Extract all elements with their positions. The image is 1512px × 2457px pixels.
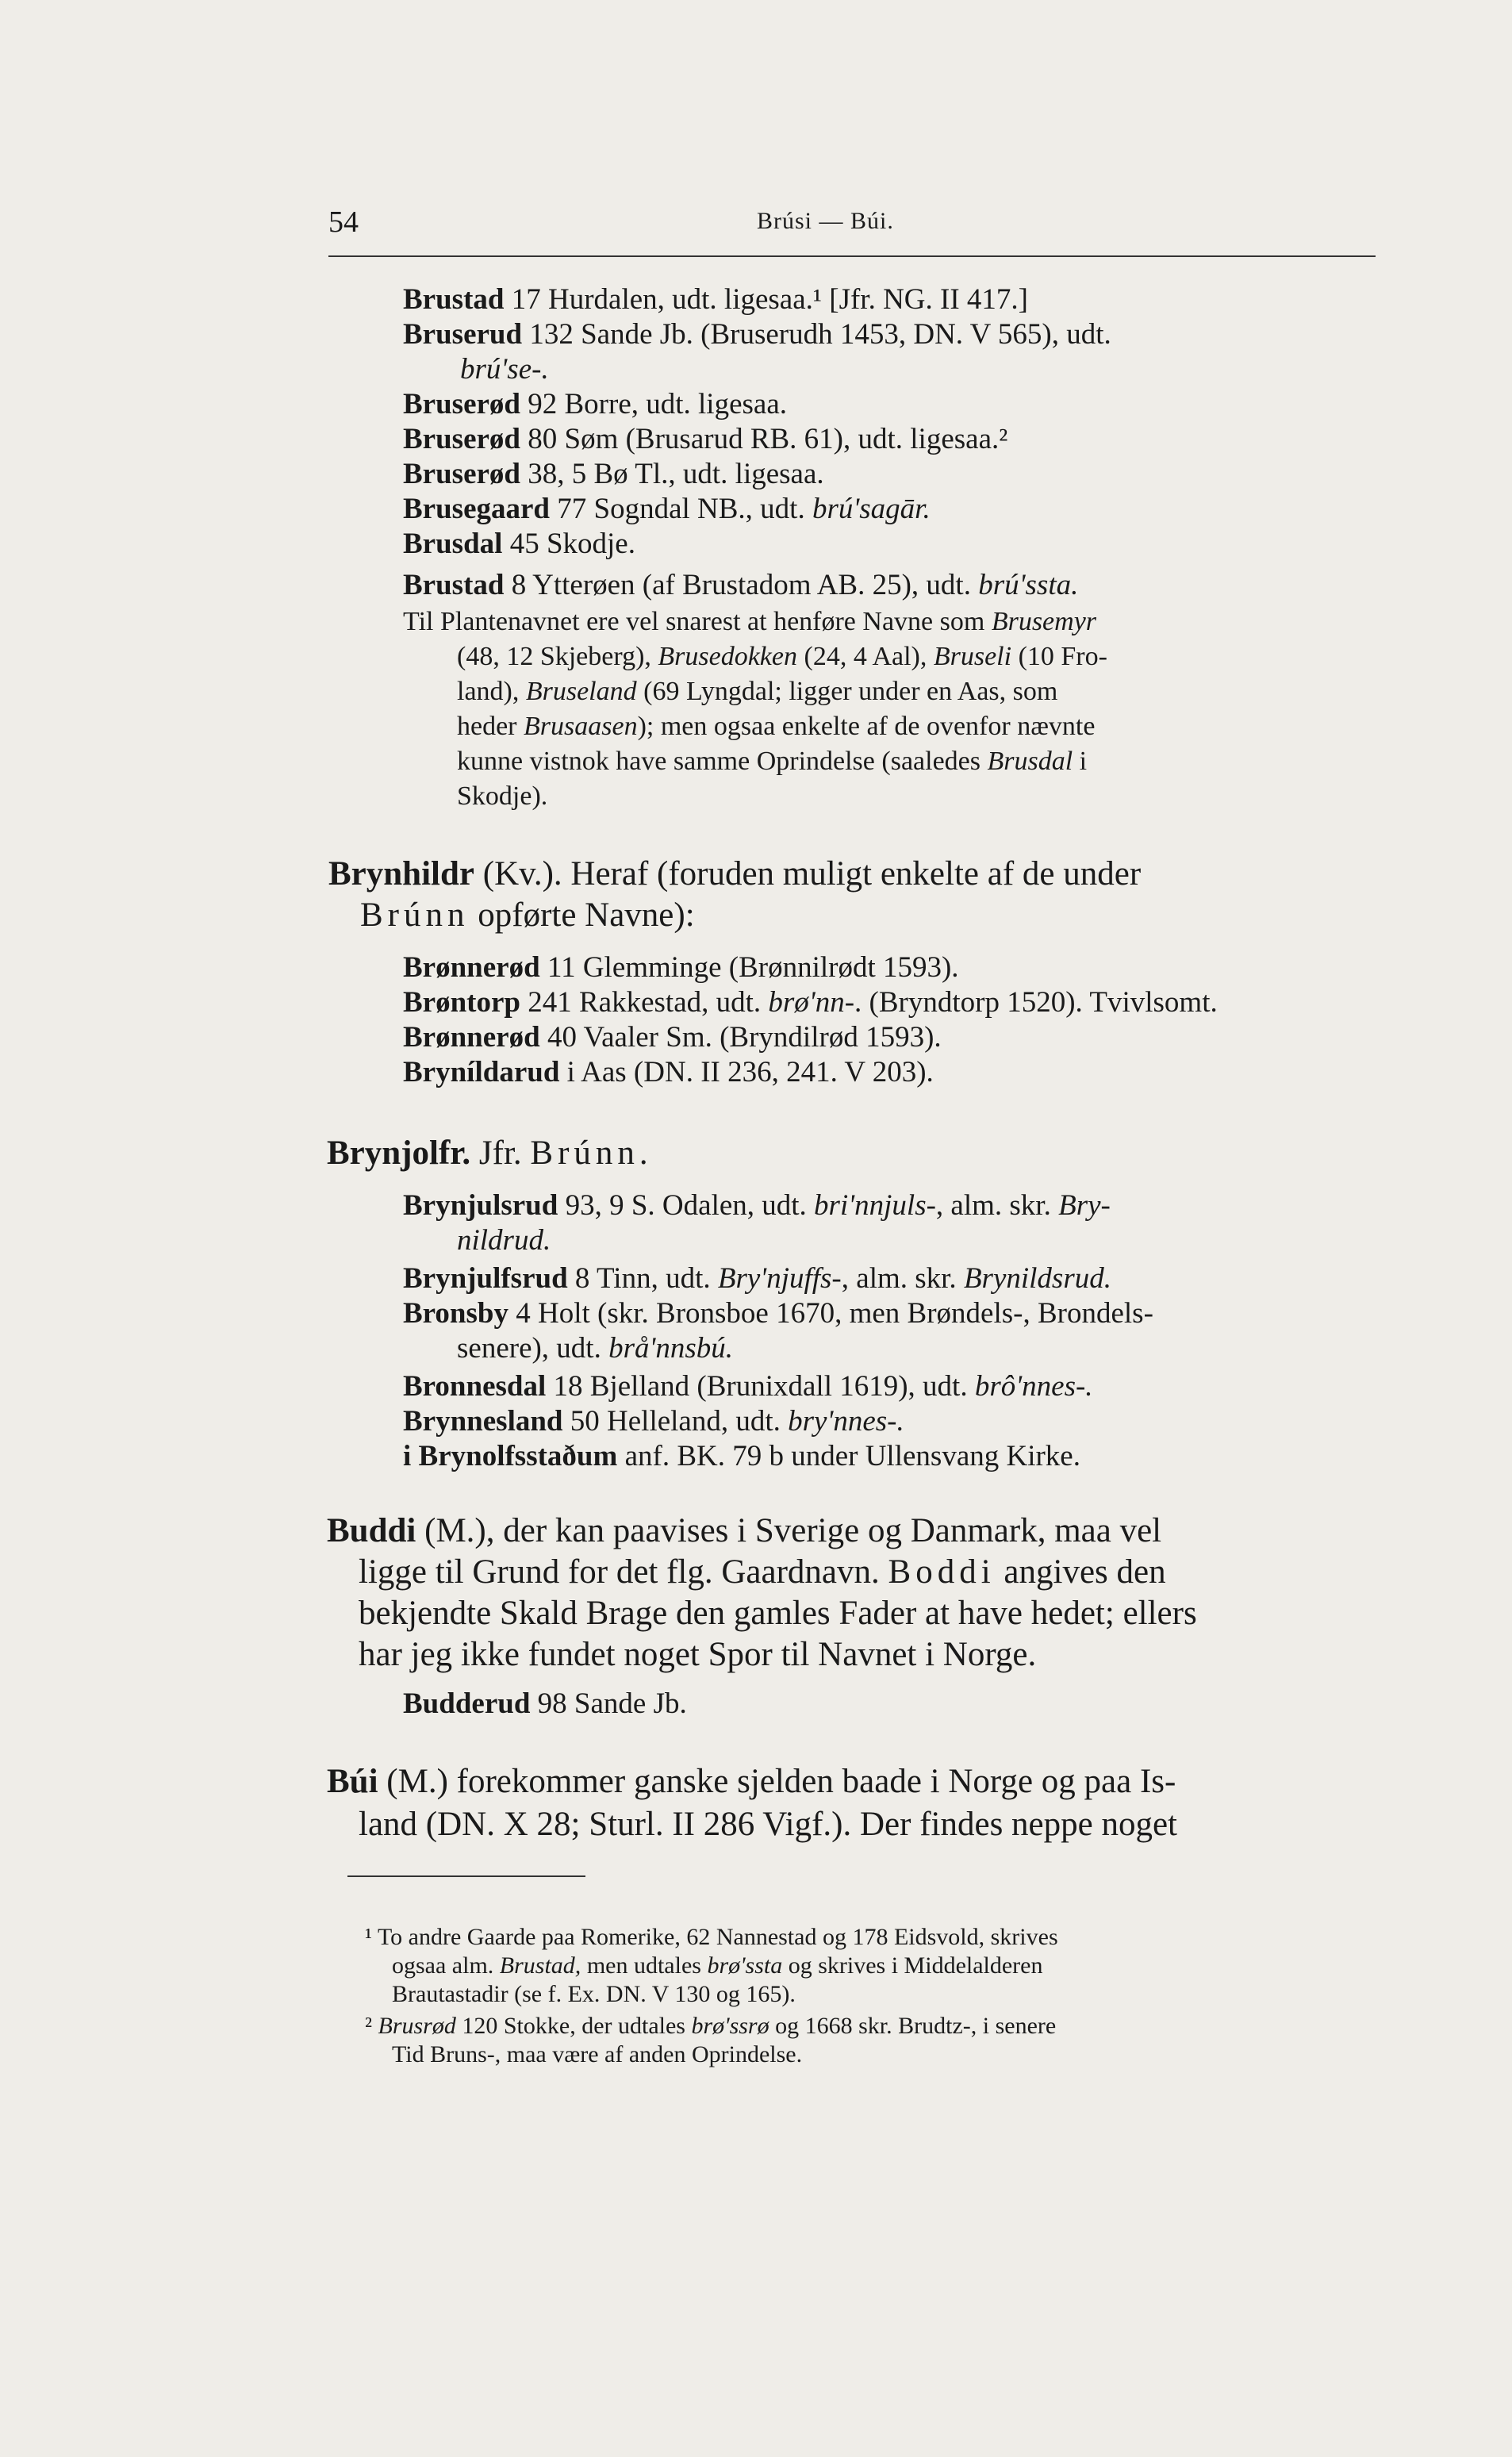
entry-line: Bruserød 38, 5 Bø Tl., udt. ligesaa. (403, 458, 824, 490)
footnote-line: Tid Bruns-, maa være af anden Oprindelse. (392, 2041, 803, 2067)
running-header (328, 205, 1376, 244)
entry-line: Brustad 8 Ytterøen (af Brustadom AB. 25), udt. brú'ssta. (403, 569, 1079, 601)
entry-line: Bruserud 132 Sande Jb. (Bruserudh 1453, DN. V 565), udt. (403, 318, 1111, 351)
entry-line: Bronnesdal 18 Bjelland (Brunixdall 1619), udt. brô'nnes-. (403, 1370, 1093, 1403)
entry-line: nildrud. (457, 1224, 551, 1257)
entry-line: Bronsby 4 Holt (skr. Bronsboe 1670, men Brøndels-, Brondels- (403, 1297, 1153, 1330)
footnote-line: Brautastadir (se f. Ex. DN. V 130 og 165). (392, 1981, 796, 2007)
entry-line: Brønnerød 40 Vaaler Sm. (Bryndilrød 1593). (403, 1021, 942, 1054)
note-line: (48, 12 Skjeberg), Brusedokken (24, 4 Aal), Bruseli (10 Fro- (457, 642, 1107, 671)
entry-line: Bruserød 80 Søm (Brusarud RB. 61), udt. ligesaa.² (403, 423, 1008, 455)
paragraph-line: har jeg ikke fundet noget Spor til Navnet i Norge. (359, 1636, 1037, 1673)
heading-line: Búi (M.) forekommer ganske sjelden baade i Norge og paa Is- (327, 1763, 1176, 1800)
entry-line: brú'se-. (460, 353, 549, 386)
note-line: Til Plantenavnet ere vel snarest at henføre Navne som Brusemyr (403, 607, 1097, 636)
entry-line: Brønnerød 11 Glemminge (Brønnilrødt 1593). (403, 951, 959, 984)
header-rule (328, 255, 1376, 257)
entry-line: Brynnesland 50 Helleland, udt. bry'nnes-. (403, 1405, 904, 1438)
heading-line: Brynhildr (Kv.). Heraf (foruden muligt enkelte af de under (328, 855, 1142, 893)
note-line: kunne vistnok have samme Oprindelse (saaledes Brusdal i (457, 747, 1088, 776)
footnote-line: ogsaa alm. Brustad, men udtales brø'ssta og skrives i Middelalderen (392, 1952, 1043, 1979)
entry-line: Brynjulsrud 93, 9 S. Odalen, udt. bri'nnjuls-, alm. skr. Bry- (403, 1189, 1111, 1222)
note-line: heder Brusaasen); men ogsaa enkelte af de ovenfor nævnte (457, 712, 1096, 741)
entry-line: senere), udt. brå'nnsbú. (457, 1332, 734, 1365)
entry-line: Bruserød 92 Borre, udt. ligesaa. (403, 388, 787, 420)
footnote-rule (347, 1875, 585, 1877)
footnote-line: ¹ To andre Gaarde paa Romerike, 62 Nannestad og 178 Eidsvold, skrives (365, 1924, 1058, 1950)
entry-line: Brynjulfsrud 8 Tinn, udt. Bry'njuffs-, alm. skr. Brynildsrud. (403, 1262, 1111, 1295)
paragraph-line: bekjendte Skald Brage den gamles Fader at have hedet; ellers (359, 1595, 1197, 1632)
running-title: Brúsi — Búi. (757, 208, 894, 234)
heading-line: Brynjolfr. Jfr. Brúnn. (327, 1134, 653, 1172)
note-line: land), Bruseland (69 Lyngdal; ligger under en Aas, som (457, 677, 1058, 706)
entry-line: Budderud 98 Sande Jb. (403, 1687, 687, 1720)
entry-line: Brøntorp 241 Rakkestad, udt. brø'nn-. (Bryndtorp 1520). Tvivlsomt. (403, 986, 1218, 1019)
entry-line: i Brynolfsstaðum anf. BK. 79 b under Ullensvang Kirke. (403, 1440, 1080, 1472)
paragraph-line: land (DN. X 28; Sturl. II 286 Vigf.). Der findes neppe noget (359, 1806, 1177, 1843)
paragraph-line: ligge til Grund for det flg. Gaardnavn. Boddi angives den (359, 1553, 1166, 1591)
entry-line: Brusegaard 77 Sogndal NB., udt. brú'sagār. (403, 493, 931, 525)
entry-line: Bryníldarud i Aas (DN. II 236, 241. V 203). (403, 1056, 934, 1088)
heading-line: Brúnn opførte Navne): (360, 896, 695, 934)
page-number: 54 (328, 205, 359, 239)
entry-line: Brustad 17 Hurdalen, udt. ligesaa.¹ [Jfr. NG. II 417.] (403, 283, 1028, 316)
footnote-line: ² Brusrød 120 Stokke, der udtales brø'ssrø og 1668 skr. Brudtz-, i senere (365, 2013, 1057, 2039)
note-line: Skodje). (457, 781, 548, 811)
entry-line: Brusdal 45 Skodje. (403, 528, 635, 560)
heading-line: Buddi (M.), der kan paavises i Sverige og Danmark, maa vel (327, 1512, 1162, 1549)
